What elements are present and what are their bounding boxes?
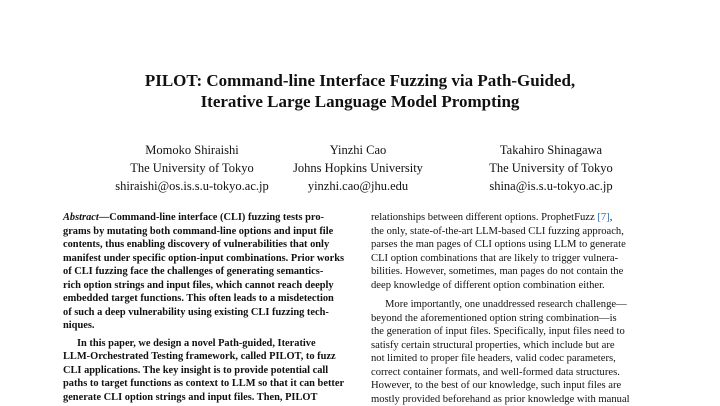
abstract-line-text: Command-line interface (CLI) fuzzing tests pro- <box>109 212 324 223</box>
abstract-line: niques. <box>63 319 353 333</box>
author-affiliation: Johns Hopkins University <box>248 159 468 177</box>
title-line-1: PILOT: Command-line Interface Fuzzing via Path-Guided, <box>0 70 720 91</box>
author-name: Yinzhi Cao <box>248 141 468 159</box>
body-column <box>371 211 657 406</box>
body-line: the only, state-of-the-art LLM-based CLI fuzzing approach, <box>371 225 657 239</box>
body-line: More importantly, one unaddressed research challenge— <box>371 298 657 312</box>
abstract-line: of CLI fuzzing face the challenges of generating semantics- <box>63 265 353 279</box>
abstract-line: CLI applications. The key insight is to provide potential call <box>63 364 353 378</box>
abstract-line: rich option strings and input files, which cannot reach deeply <box>63 279 353 293</box>
body-line: mostly provided beforehand as prior knowledge with manual <box>371 393 657 406</box>
author-email: shiraishi@os.is.s.u-tokyo.ac.jp <box>82 177 302 195</box>
abstract-line: manifest under specific option-input combinations. Prior works <box>63 252 353 266</box>
abstract-line: paths to target functions as context to LLM so that it can better <box>63 377 353 391</box>
body-line: However, to the best of our knowledge, such input files are <box>371 379 657 393</box>
citation-suffix: , <box>610 212 613 223</box>
body-line: deep knowledge of different option combination either. <box>371 279 657 293</box>
body-line: the generation of input files. Specifically, input files need to <box>371 325 657 339</box>
citation-link[interactable]: [7] <box>597 212 609 223</box>
paper-title <box>0 70 720 112</box>
body-line: parses the man pages of CLI options using LLM to generate <box>371 238 657 252</box>
abstract-line: grams by mutating both command-line options and input file <box>63 225 353 239</box>
body-line: bilities. However, sometimes, man pages do not contain the <box>371 265 657 279</box>
author-affiliation: The University of Tokyo <box>82 159 302 177</box>
abstract-column <box>63 211 353 404</box>
body-line: correct container formats, and well-formed data structures. <box>371 366 657 380</box>
abstract-dash: — <box>99 212 109 223</box>
body-line-text: relationships between different options. ProphetFuzz <box>371 212 597 223</box>
body-line: beyond the aforementioned option string combination—is <box>371 312 657 326</box>
author-name: Momoko Shiraishi <box>82 141 302 159</box>
abstract-line: embedded target functions. This often leads to a misdetection <box>63 292 353 306</box>
abstract-label: Abstract <box>63 212 99 223</box>
author-email: yinzhi.cao@jhu.edu <box>248 177 468 195</box>
abstract-line: generate CLI option strings and input files. Then, PILOT <box>63 391 353 405</box>
author-name: Takahiro Shinagawa <box>441 141 661 159</box>
body-line: CLI option combinations that are likely to trigger vulnera- <box>371 252 657 266</box>
abstract-line: In this paper, we design a novel Path-guided, Iterative <box>63 337 353 351</box>
abstract-line: of such a deep vulnerability using existing CLI fuzzing tech- <box>63 306 353 320</box>
author-block <box>248 141 468 195</box>
body-line <box>371 211 657 225</box>
body-line: not limited to proper file headers, valid codec parameters, <box>371 352 657 366</box>
author-affiliation: The University of Tokyo <box>441 159 661 177</box>
body-line: satisfy certain structural properties, which include but are <box>371 339 657 353</box>
author-block <box>441 141 661 195</box>
abstract-line: LLM-Orchestrated Testing framework, called PILOT, to fuzz <box>63 350 353 364</box>
author-email: shina@is.s.u-tokyo.ac.jp <box>441 177 661 195</box>
abstract-line: contents, thus enabling discovery of vulnerabilities that only <box>63 238 353 252</box>
title-line-2: Iterative Large Language Model Prompting <box>0 91 720 112</box>
abstract-line <box>63 211 353 225</box>
